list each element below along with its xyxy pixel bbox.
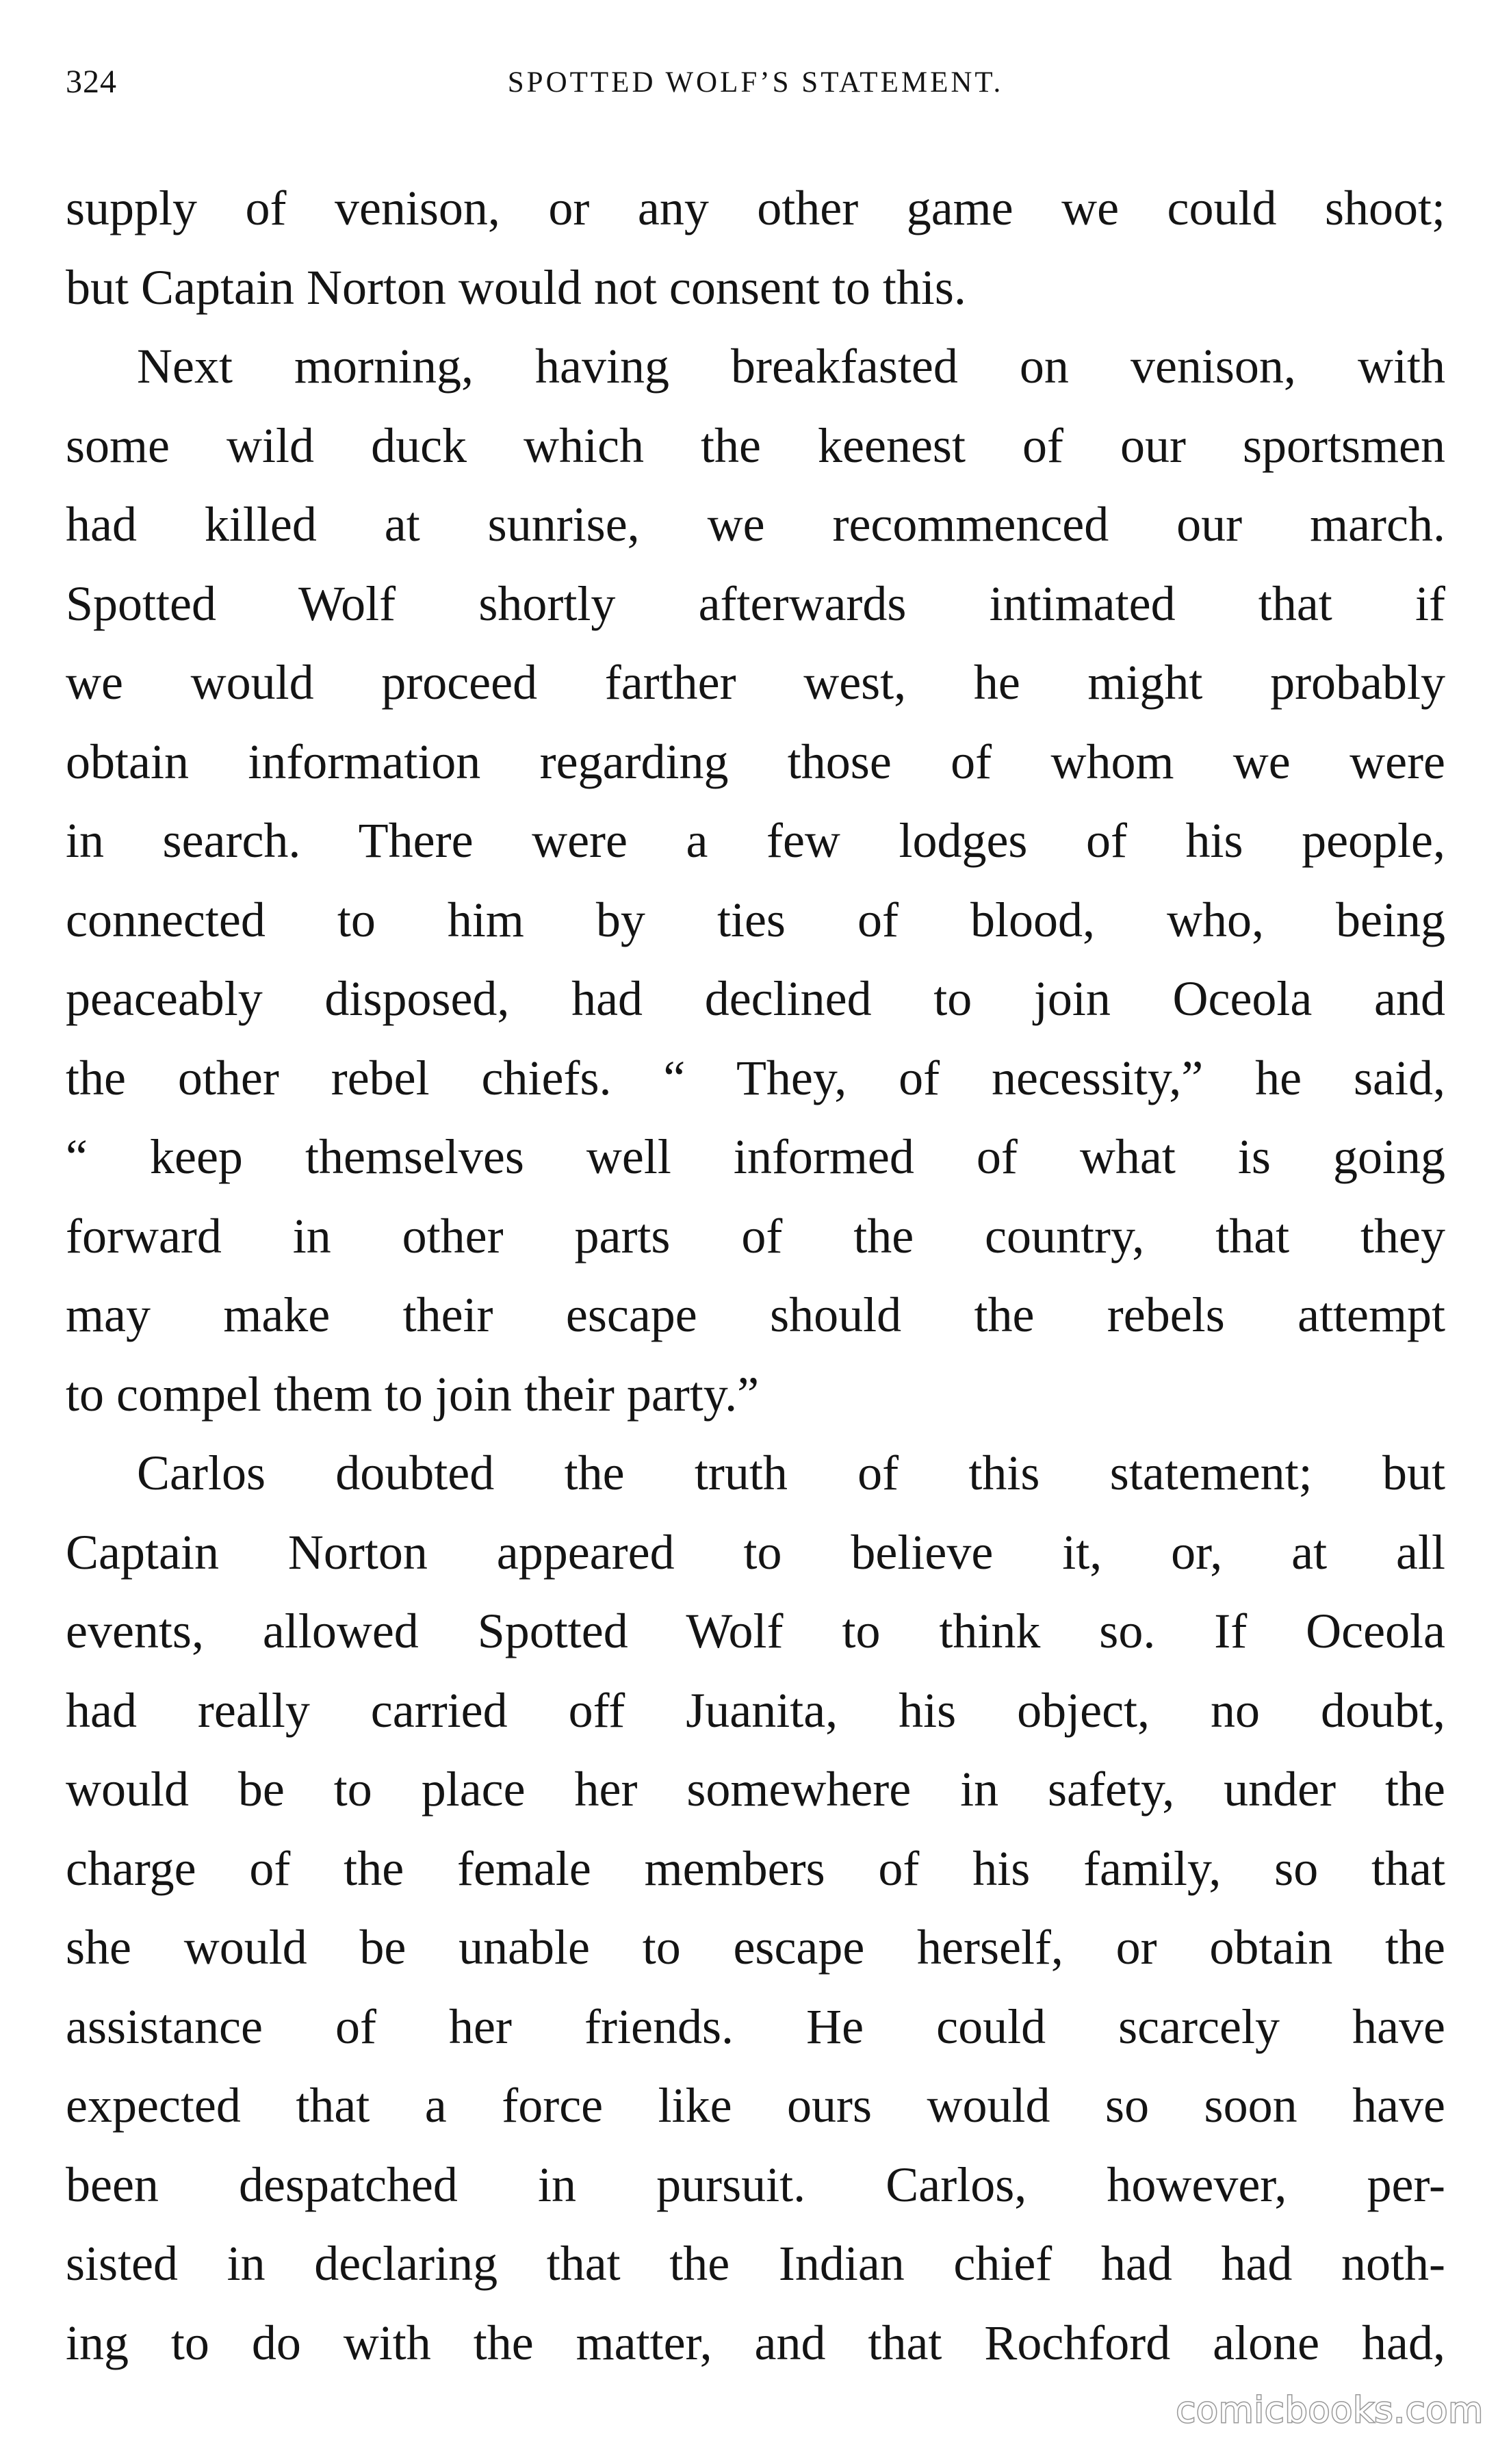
text-line: Captain Norton appeared to believe it, or, at all xyxy=(66,1524,1445,1580)
page-number: 324 xyxy=(66,64,117,100)
running-title: SPOTTED WOLF’S STATEMENT. xyxy=(507,66,1004,99)
text-line: may make their escape should the rebels attempt xyxy=(66,1287,1445,1342)
text-line: Spotted Wolf shortly afterwards intimated that if xyxy=(66,576,1445,631)
text-line: expected that a force like ours would so soon have xyxy=(66,2078,1445,2133)
text-line: ing to do with the matter, and that Rochford alone had, xyxy=(66,2315,1445,2370)
text-line: had killed at sunrise, we recommenced our march. xyxy=(66,497,1445,552)
text-line: she would be unable to escape herself, or obtain the xyxy=(66,1920,1445,1975)
watermark: comicbooks.com xyxy=(1176,2390,1484,2431)
text-line: obtain information regarding those of whom we were xyxy=(66,734,1445,789)
text-line: the other rebel chiefs. “ They, of necessity,” he said, xyxy=(66,1050,1445,1105)
text-line: sisted in declaring that the Indian chief had had noth- xyxy=(66,2236,1445,2291)
text-line: events, allowed Spotted Wolf to think so. If Oceola xyxy=(66,1604,1445,1658)
text-line: some wild duck which the keenest of our sportsmen xyxy=(66,418,1445,473)
text-line: peaceably disposed, had declined to join Oceola and xyxy=(66,971,1445,1026)
text-line: been despatched in pursuit. Carlos, however, per- xyxy=(66,2157,1445,2212)
body-text xyxy=(66,169,1445,2383)
text-line: Next morning, having breakfasted on venison, with xyxy=(137,339,1445,394)
text-line: would be to place her somewhere in safety, under the xyxy=(66,1762,1445,1817)
text-line: in search. There were a few lodges of his people, xyxy=(66,813,1445,868)
text-line: supply of venison, or any other game we could shoot; xyxy=(66,181,1445,235)
text-line: to compel them to join their party.” xyxy=(66,1366,760,1422)
text-line: charge of the female members of his family, so that xyxy=(66,1840,1445,1896)
page-header xyxy=(66,63,1445,104)
text-line: connected to him by ties of blood, who, being xyxy=(66,892,1445,947)
text-line: but Captain Norton would not consent to this. xyxy=(66,259,966,315)
text-line: assistance of her friends. He could scarcely have xyxy=(66,1999,1445,2054)
text-line: forward in other parts of the country, that they xyxy=(66,1208,1445,1263)
text-line: we would proceed farther west, he might probably xyxy=(66,655,1445,710)
text-line: had really carried off Juanita, his object, no doubt, xyxy=(66,1682,1445,1738)
text-line: Carlos doubted the truth of this statement; but xyxy=(137,1446,1445,1500)
text-line: “ keep themselves well informed of what is going xyxy=(66,1129,1445,1184)
